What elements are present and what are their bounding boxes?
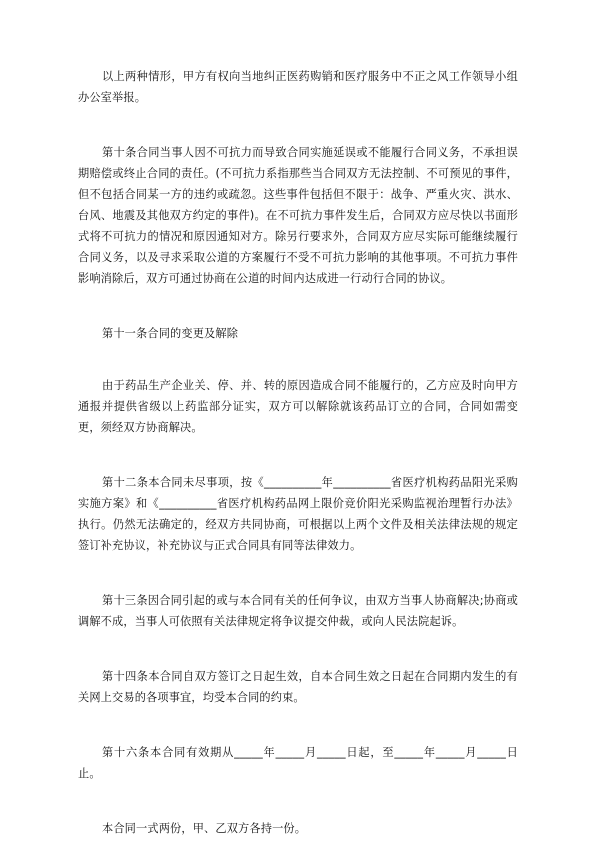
paragraph-article-14: 第十四条本合同自双方签订之日起生效，自本合同生效之日起在合同期内发生的有关网上交易的各项事宜，均受本合同的约束。 xyxy=(78,670,518,704)
paragraph-gap xyxy=(78,344,518,375)
paragraph-article-16-validity: 第十六条本合同有效期从_____年_____月_____日起，至_____年_____月_____日止。 xyxy=(78,746,518,780)
paragraph-gap xyxy=(78,438,518,472)
paragraph-article-11-body: 由于药品生产企业关、停、并、转的原因造成合同不能履行的，乙方应及时向甲方通报并提供省级以上药监部分证实，双方可以解除就该药品订立的合同，合同如需变更，须经双方协商解决。 xyxy=(78,379,518,434)
paragraph-gap xyxy=(78,784,518,818)
paragraph-article-12: 第十二条本合同未尽事项，按《__________年__________省医疗机构药品阳光采购实施方案》和《__________省医疗机构药品网上限价竞价阳光采购监视治理暂行办法》执行。仍然无法确定的，经双方共同协商，可根据以上两个文件及相关法律法规的规定签订补充协议，补充协议与正式合同具有同等法律效力。 xyxy=(78,476,518,552)
paragraph-article-13: 第十三条因合同引起的或与本合同有关的任何争议，由双方当事人协商解决;协商或调解不成，当事人可依照有关法律规定将争议提交仲裁，或向人民法院起诉。 xyxy=(78,594,518,628)
paragraph-copies: 本合同一式两份，甲、乙双方各持一份。 xyxy=(102,822,307,835)
paragraph-article-11-heading: 第十一条合同的变更及解除 xyxy=(102,327,239,340)
paragraph-report-right: 以上两种情形，甲方有权向当地纠正医药购销和医疗服务中不正之风工作领导小组办公室举报。 xyxy=(78,70,518,104)
paragraph-gap xyxy=(78,708,518,742)
paragraph-gap xyxy=(78,632,518,666)
paragraph-gap xyxy=(78,556,518,590)
paragraph-gap xyxy=(78,289,518,323)
paragraph-article-10-force-majeure: 第十条合同当事人因不可抗力而导致合同实施延误或不能履行合同义务，不承担误期赔偿或终止合同的责任。(不可抗力系指那些当合同双方无法控制、不可预见的事件，但不包括合同某一方的违约或疏忽。这些事件包括但不限于：战争、严重火灾、洪水、台风、地震及其他双方约定的事件)。在不可抗力事件发生后，合同双方应尽快以书面形式将不可抗力的情况和原因通知对方。除另行要求外，合同双方应尽实际可能继续履行合同义务，以及寻求采取公道的方案履行不受不可抗力影响的其他事项。不可抗力事件影响消除后，双方可通过协商在公道的时间内达成进一行动行合同的协议。 xyxy=(78,146,518,285)
paragraph-gap xyxy=(78,108,518,142)
